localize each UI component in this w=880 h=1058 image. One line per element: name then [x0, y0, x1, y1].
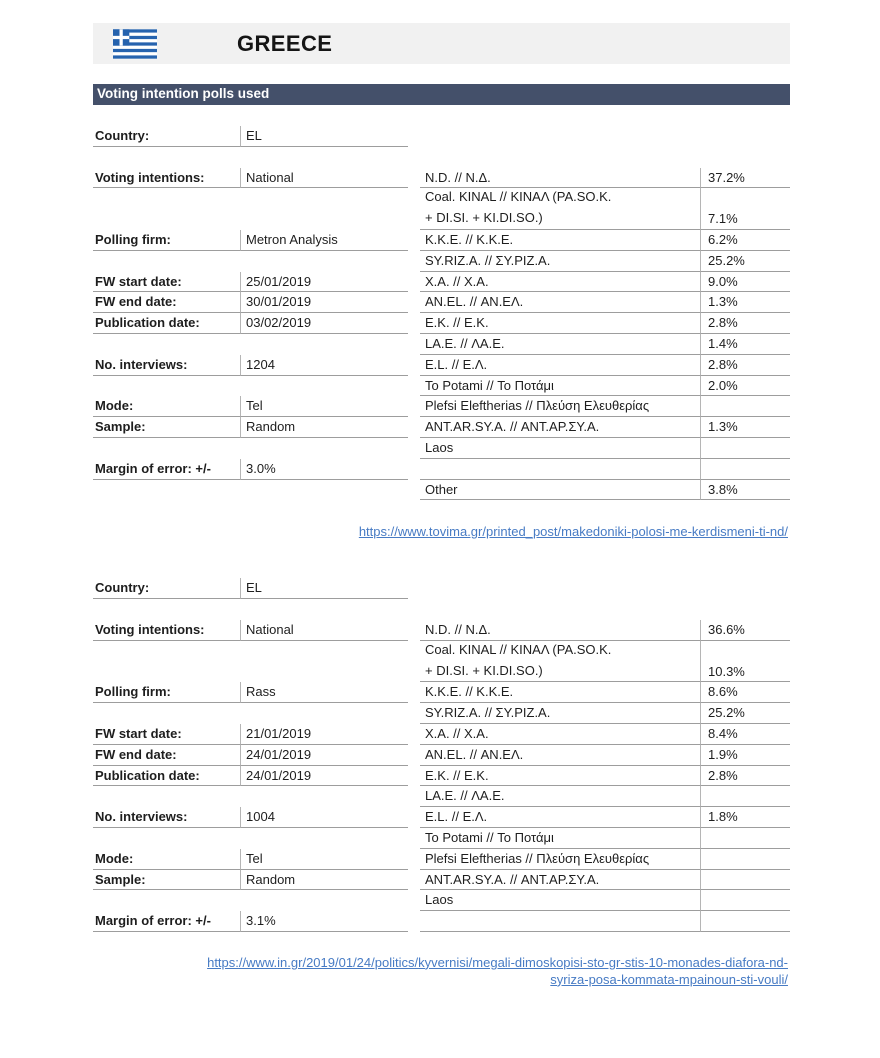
party-value: [700, 376, 790, 397]
party-value: [700, 355, 790, 376]
field-label-fw-start-date: FW start date:: [93, 724, 240, 745]
party-name: [420, 911, 700, 932]
party-name: N.D. // Ν.Δ.: [420, 168, 700, 189]
party-value-text: 1.4%: [708, 335, 738, 351]
field-value-margin-of-error: 3.1%: [240, 911, 408, 932]
party-value: [700, 807, 790, 828]
party-name-line: + DI.SI. + KI.DI.SO.): [425, 210, 543, 226]
field-label-voting-intentions: Voting intentions:: [93, 620, 240, 641]
party-value-text: 2.8%: [708, 315, 738, 331]
party-value-text: 2.8%: [708, 356, 738, 372]
field-label-margin-of-error: Margin of error: +/-: [93, 911, 240, 932]
field-label-no-interviews: No. interviews:: [93, 807, 240, 828]
party-value: [700, 828, 790, 849]
party-value: [700, 168, 790, 189]
field-label-sample: Sample:: [93, 417, 240, 438]
field-value-mode: Tel: [240, 849, 408, 870]
party-name-line: Coal. KINAL // ΚΙΝΑΛ (PA.SO.K.: [425, 189, 612, 205]
party-value: [700, 682, 790, 703]
party-value-text: 1.3%: [708, 294, 738, 310]
party-name: AN.EL. // ΑΝ.ΕΛ.: [420, 292, 700, 313]
party-name: K.K.E. // Κ.Κ.Ε.: [420, 230, 700, 251]
party-value-text: 37.2%: [708, 169, 745, 185]
party-name: X.A. // Χ.Α.: [420, 272, 700, 293]
field-value-fw-start-date: 21/01/2019: [240, 724, 408, 745]
party-name: To Potami // Το Ποτάμι: [420, 376, 700, 397]
party-value: [700, 292, 790, 313]
field-value-fw-start-date: 25/01/2019: [240, 272, 408, 293]
source-link-text: https://www.in.gr/2019/01/24/politics/kyvernisi/megali-dimoskopisi-sto-gr-stis-10-monades-diafora-nd-: [207, 954, 788, 970]
party-name: To Potami // Το Ποτάμι: [420, 828, 700, 849]
party-value: [700, 334, 790, 355]
field-label-country: Country:: [93, 578, 240, 599]
field-value-fw-end-date: 30/01/2019: [240, 292, 408, 313]
field-label-voting-intentions: Voting intentions:: [93, 168, 240, 189]
party-value-text: 6.2%: [708, 231, 738, 247]
field-value-voting-intentions: National: [240, 620, 408, 641]
party-value-text: 1.8%: [708, 809, 738, 825]
party-value: [700, 313, 790, 334]
field-value-voting-intentions: National: [240, 168, 408, 189]
field-value-sample: Random: [240, 870, 408, 891]
party-name: LA.E. // ΛΑ.Ε.: [420, 786, 700, 807]
field-label-polling-firm: Polling firm:: [93, 682, 240, 703]
party-value: [700, 641, 790, 683]
party-value-text: 1.9%: [708, 746, 738, 762]
party-name: X.A. // Χ.Α.: [420, 724, 700, 745]
party-value: [700, 272, 790, 293]
party-value-text: 7.1%: [708, 211, 738, 227]
party-name: SY.RIZ.A. // ΣΥ.ΡΙΖ.Α.: [420, 703, 700, 724]
source-link[interactable]: [359, 524, 788, 539]
party-value: [700, 396, 790, 417]
party-value: [700, 480, 790, 501]
field-value-margin-of-error: 3.0%: [240, 459, 408, 480]
field-value-mode: Tel: [240, 396, 408, 417]
source-link-text: https://www.tovima.gr/printed_post/makedoniki-polosi-me-kerdismeni-ti-nd/: [358, 524, 788, 540]
party-value: [700, 766, 790, 787]
party-value: [700, 849, 790, 870]
party-value: [700, 745, 790, 766]
party-name: N.D. // Ν.Δ.: [420, 620, 700, 641]
party-name: [420, 188, 700, 230]
field-label-fw-end-date: FW end date:: [93, 292, 240, 313]
party-value-text: 8.6%: [708, 684, 738, 700]
party-value-text: 3.8%: [708, 481, 738, 497]
field-value-no-interviews: 1204: [240, 355, 408, 376]
poll-table: [93, 578, 790, 932]
field-value-publication-date: 24/01/2019: [240, 766, 408, 787]
party-name: E.K. // Ε.Κ.: [420, 313, 700, 334]
field-value-no-interviews: 1004: [240, 807, 408, 828]
poll-table: [93, 126, 790, 500]
party-value-text: 25.2%: [708, 705, 745, 721]
party-value: [700, 620, 790, 641]
party-value: [700, 417, 790, 438]
party-value-text: 36.6%: [708, 621, 745, 637]
party-name: Laos: [420, 890, 700, 911]
party-name: ANT.AR.SY.A. // ΑΝΤ.ΑΡ.ΣΥ.Α.: [420, 417, 700, 438]
party-value: [700, 230, 790, 251]
party-value: [700, 870, 790, 891]
field-label-polling-firm: Polling firm:: [93, 230, 240, 251]
field-label-no-interviews: No. interviews:: [93, 355, 240, 376]
source-row: [93, 954, 790, 988]
party-name: E.L. // Ε.Λ.: [420, 807, 700, 828]
party-value: [700, 703, 790, 724]
party-value-text: 9.0%: [708, 273, 738, 289]
party-name: E.L. // Ε.Λ.: [420, 355, 700, 376]
poll-section-2: [93, 578, 790, 988]
party-value: [700, 459, 790, 480]
party-name: LA.E. // ΛΑ.Ε.: [420, 334, 700, 355]
party-value-text: 2.0%: [708, 377, 738, 393]
party-value-text: 25.2%: [708, 252, 745, 268]
field-value-publication-date: 03/02/2019: [240, 313, 408, 334]
party-value-text: 10.3%: [708, 663, 745, 679]
field-label-publication-date: Publication date:: [93, 313, 240, 334]
field-label-fw-end-date: FW end date:: [93, 745, 240, 766]
party-name-line: Coal. KINAL // ΚΙΝΑΛ (PA.SO.K.: [425, 641, 612, 657]
party-value: [700, 786, 790, 807]
party-name: Other: [420, 480, 700, 501]
party-value-text: 2.8%: [708, 767, 738, 783]
party-value: [700, 911, 790, 932]
section-banner: Voting intention polls used: [93, 84, 790, 105]
party-value-text: 8.4%: [708, 725, 738, 741]
party-name: E.K. // Ε.Κ.: [420, 766, 700, 787]
party-name-line: + DI.SI. + KI.DI.SO.): [425, 662, 543, 678]
field-value-sample: Random: [240, 417, 408, 438]
field-label-sample: Sample:: [93, 870, 240, 891]
source-link-text: syriza-posa-kommata-mpainoun-sti-vouli/: [550, 971, 788, 987]
party-name: Plefsi Eleftherias // Πλεύση Ελευθερίας: [420, 396, 700, 417]
field-value-polling-firm: Rass: [240, 682, 408, 703]
party-value-text: 1.3%: [708, 419, 738, 435]
greece-flag-icon: [113, 29, 157, 59]
party-name: SY.RIZ.A. // ΣΥ.ΡΙΖ.Α.: [420, 251, 700, 272]
party-name: AN.EL. // ΑΝ.ΕΛ.: [420, 745, 700, 766]
party-value: [700, 188, 790, 230]
field-label-margin-of-error: Margin of error: +/-: [93, 459, 240, 480]
field-value-country: EL: [240, 578, 408, 599]
page-title: GREECE: [237, 30, 333, 56]
field-label-mode: Mode:: [93, 396, 240, 417]
party-name: Plefsi Eleftherias // Πλεύση Ελευθερίας: [420, 849, 700, 870]
source-row: [93, 523, 790, 540]
field-value-country: EL: [240, 126, 408, 147]
field-label-mode: Mode:: [93, 849, 240, 870]
source-link[interactable]: [207, 955, 788, 987]
party-value: [700, 724, 790, 745]
poll-section-1: [93, 126, 790, 540]
party-value: [700, 251, 790, 272]
field-value-fw-end-date: 24/01/2019: [240, 745, 408, 766]
party-value: [700, 890, 790, 911]
field-label-publication-date: Publication date:: [93, 766, 240, 787]
field-label-fw-start-date: FW start date:: [93, 272, 240, 293]
party-name: [420, 459, 700, 480]
party-value: [700, 438, 790, 459]
party-name: Laos: [420, 438, 700, 459]
field-value-polling-firm: Metron Analysis: [240, 230, 408, 251]
field-label-country: Country:: [93, 126, 240, 147]
party-name: K.K.E. // Κ.Κ.Ε.: [420, 682, 700, 703]
party-name: ANT.AR.SY.A. // ΑΝΤ.ΑΡ.ΣΥ.Α.: [420, 870, 700, 891]
country-header: [93, 23, 790, 64]
party-name: [420, 641, 700, 683]
